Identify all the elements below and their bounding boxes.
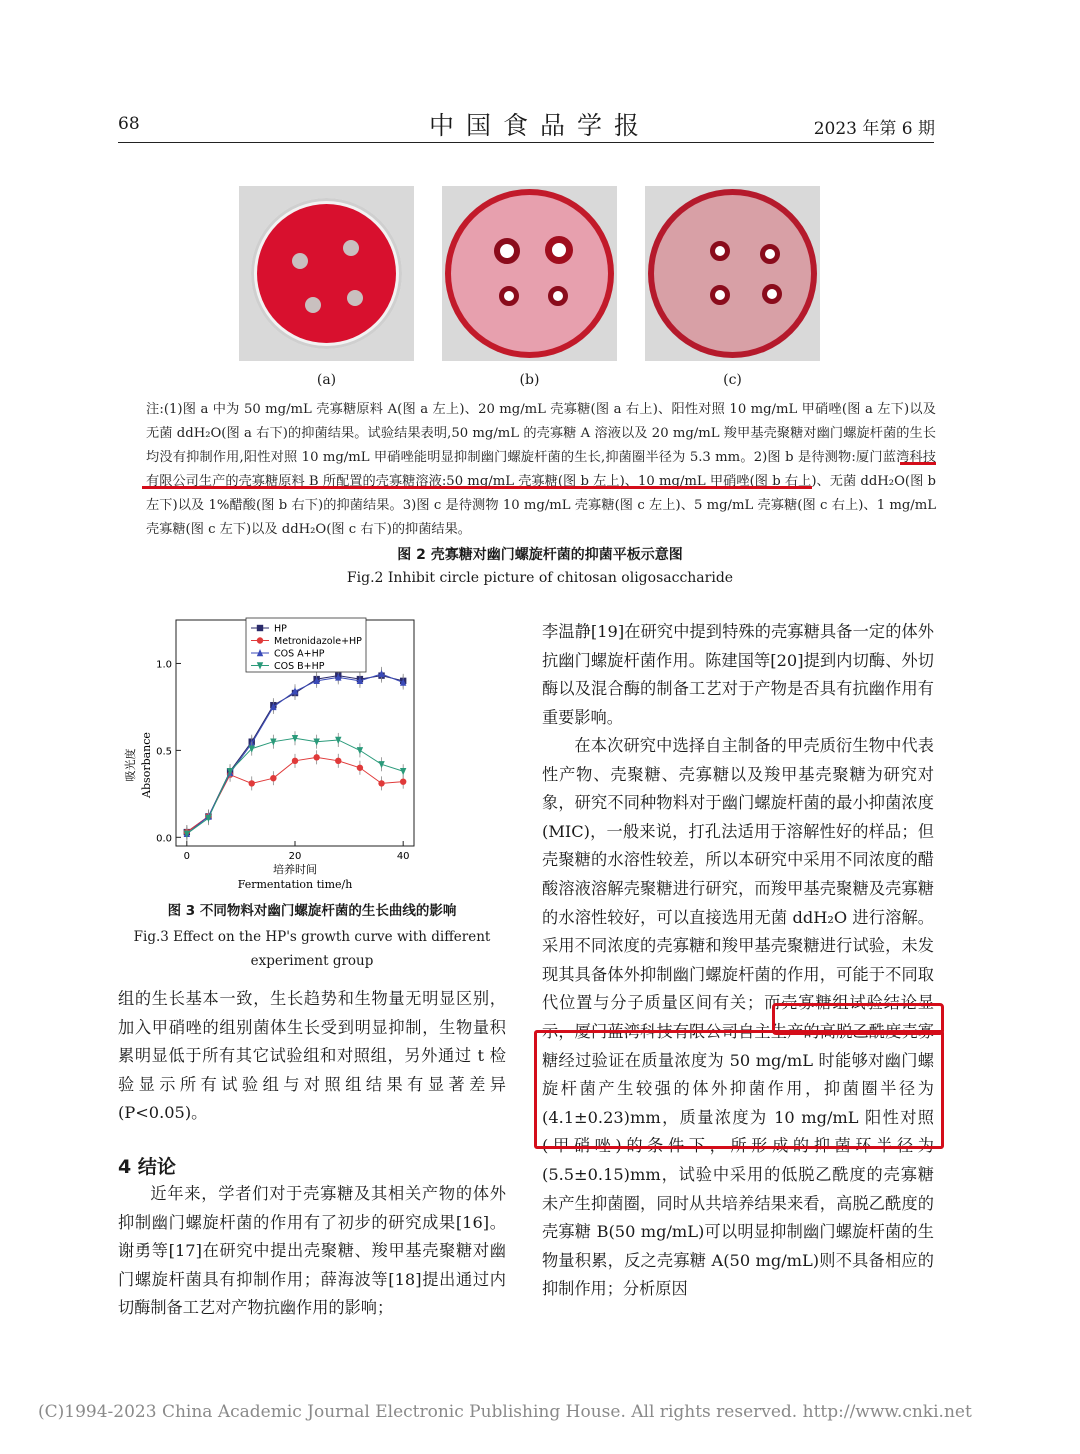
figure3-caption-en: Fig.3 Effect on the HP's growth curve with different experiment group [133, 929, 491, 969]
left-column-para1 [118, 985, 506, 1128]
y-axis-label-en: Absorbance [140, 732, 153, 798]
left-para2-text: 近年来，学者们对于壳寡糖及其相关产物的体外抑制幽门螺旋杆菌的作用有了初步的研究成果[16]。谢勇等[17]在研究中提出壳聚糖、羧甲基壳聚糖对幽门螺旋杆菌具有抑制作用；薛海波等[18]提出通过内切酶制备工艺对产物抗幽作用的影响； [118, 1184, 506, 1318]
red-highlight-box [534, 1030, 944, 1149]
plate-agar-a [257, 204, 396, 343]
data-point [249, 780, 255, 786]
x-tick-label: 0 [183, 851, 191, 862]
page-number: 68 [118, 114, 140, 134]
legend-label: COS B+HP [274, 661, 325, 672]
x-axis-label-en: Fermentation time/h [237, 878, 353, 891]
panel-label-c: (c) [723, 372, 742, 388]
red-underline [900, 462, 936, 465]
panel-label-a: (a) [316, 372, 337, 388]
plate-photo-a [239, 186, 414, 361]
data-point [357, 765, 363, 771]
left-para1-text: 组的生长基本一致，生长趋势和生物量无明显区别，加入甲硝唑的组别菌体生长受到明显抑制，生物量积累明显低于所有其它试验组和对照组，另外通过 t 检验显示所有试验组与对照组结果有显著差异(P<0.05)。 [118, 989, 506, 1123]
figure2-caption-zh: 图 2 壳寡糖对幽门螺旋杆菌的抑菌平板示意图 [397, 547, 683, 563]
growth-curve-chart [118, 610, 418, 895]
issue-label: 2023 年第 6 期 [813, 119, 935, 139]
right-column-para1 [542, 618, 934, 732]
y-tick-label: 0.5 [156, 746, 172, 758]
y-axis-label-zh: 吸光度 [124, 748, 137, 782]
figure2-note [146, 398, 936, 542]
x-tick-label: 20 [288, 851, 302, 862]
data-point [335, 758, 341, 764]
plate-agar-b [451, 195, 608, 352]
right-para2-text: 在本次研究中选择自主制备的甲壳质衍生物中代表性产物、壳聚糖、壳寡糖以及羧甲基壳聚糖为研究对象，研究不同种物料对于幽门螺旋杆菌的最小抑菌浓度(MIC)，一般来说，打孔法适用于溶解性好的样品；但壳聚糖的水溶性较差，所以本研究中采用不同浓度的醋酸溶液溶解壳聚糖进行研究，而羧甲基壳聚糖及壳寡糖的水溶性较好，可以直接选用无菌 ddH₂O 进行溶解。采用不同浓度的壳寡糖和羧甲基壳聚糖进行试验，未发现其具备体外抑制幽门螺旋杆菌的作用，可能于不同取代位置与分子质量区间有关；而壳寡糖组试验结论显示，厦门蓝湾科技有限公司自主生产的高脱乙酰度壳寡糖经过验证在质量浓度为 50 mg/mL 时能够对幽门螺旋杆菌产生较强的体外抑菌作用，抑菌圈半径为(4.1±0.23)mm，质量浓度为 10 mg/mL 阳性对照(甲硝唑)的条件下，所形成的抑菌环半径为(5.5±0.15)mm，试验中采用的低脱乙酰度的壳寡糖未产生抑菌圈，同时从共培养结果来看，高脱乙酰度的壳寡糖 B(50 mg/mL)可以明显抑制幽门螺旋杆菌的生物量积累，反之壳寡糖 A(50 mg/mL)则不具备相应的抑制作用；分析原因 [542, 736, 934, 1299]
left-column-para2 [118, 1180, 506, 1323]
legend-label: HP [274, 623, 287, 635]
panel-label-b: (b) [519, 372, 540, 388]
legend-label: COS A+HP [274, 648, 325, 660]
journal-title: 中国食品学报 [428, 111, 651, 140]
data-point [400, 778, 406, 784]
data-point [257, 637, 263, 643]
figure2-note-text: 注:(1)图 a 中为 50 mg/mL 壳寡糖原料 A(图 a 左上)、20 mg/mL 壳寡糖(图 a 右上)、阳性对照 10 mg/mL 甲硝唑(图 a 左下)以及无菌 ddH₂O(图 a 右下)的抑菌结果。试验结果表明,50 mg/mL 的壳寡糖 A 溶液以及 20 mg/mL 羧甲基壳聚糖对幽门螺旋杆菌的生长均没有抑制作用,阳性对照 10 mg/mL 甲硝唑能明显抑制幽门螺旋杆菌的生长,抑菌圈半径为 5.3 mm。2)图 b 是待测物:厦门蓝湾科技有限公司生产的壳寡糖原料 B 所配置的壳寡糖溶液:50 mg/mL 壳寡糖(图 b 左上)、10 mg/mL 甲硝唑(图 b 右上)、无菌 ddH₂O(图 b 左下)以及 1%醋酸(图 b 右下)的抑菌结果。3)图 c 是待测物 10 mg/mL 壳寡糖(图 c 左上)、5 mg/mL 壳寡糖(图 c 右上)、1 mg/mL 壳寡糖(图 c 左下)以及 ddH₂O(图 c 右下)的抑菌结果。 [146, 402, 936, 537]
data-point [292, 758, 298, 764]
data-point [313, 738, 319, 745]
data-point [270, 775, 276, 781]
figure2-caption-en: Fig.2 Inhibit circle picture of chitosan oligosaccharide [346, 570, 734, 586]
data-point [357, 747, 363, 754]
series-line [187, 738, 403, 834]
data-point [313, 754, 319, 760]
plate-agar-c [654, 195, 811, 352]
data-point [378, 780, 384, 786]
right-para1-text: 李温静[19]在研究中提到特殊的壳寡糖具备一定的体外抗幽门螺旋杆菌作用。陈建国等[20]提到内切酶、外切酶以及混合酶的制备工艺对于产物是否具有抗幽作用有重要影响。 [542, 622, 934, 727]
plate-photo-c [645, 186, 820, 361]
section-heading: 4 结论 [118, 1156, 176, 1178]
copyright-footer: (C)1994-2023 China Academic Journal Electronic Publishing House. All rights reserved. http://www.cnki.net [38, 1402, 972, 1422]
plate-photo-b [442, 186, 617, 361]
legend-label: Metronidazole+HP [274, 636, 362, 647]
data-point [400, 768, 406, 775]
y-tick-label: 0.0 [156, 833, 172, 845]
y-tick-label: 1.0 [156, 659, 172, 671]
figure3-caption-zh: 图 3 不同物料对幽门螺旋杆菌的生长曲线的影响 [167, 903, 457, 919]
header-rule [118, 142, 934, 143]
x-axis-label-zh: 培养时间 [273, 863, 317, 876]
data-point [257, 625, 263, 631]
red-underline [142, 486, 812, 489]
x-tick-label: 40 [396, 851, 410, 862]
